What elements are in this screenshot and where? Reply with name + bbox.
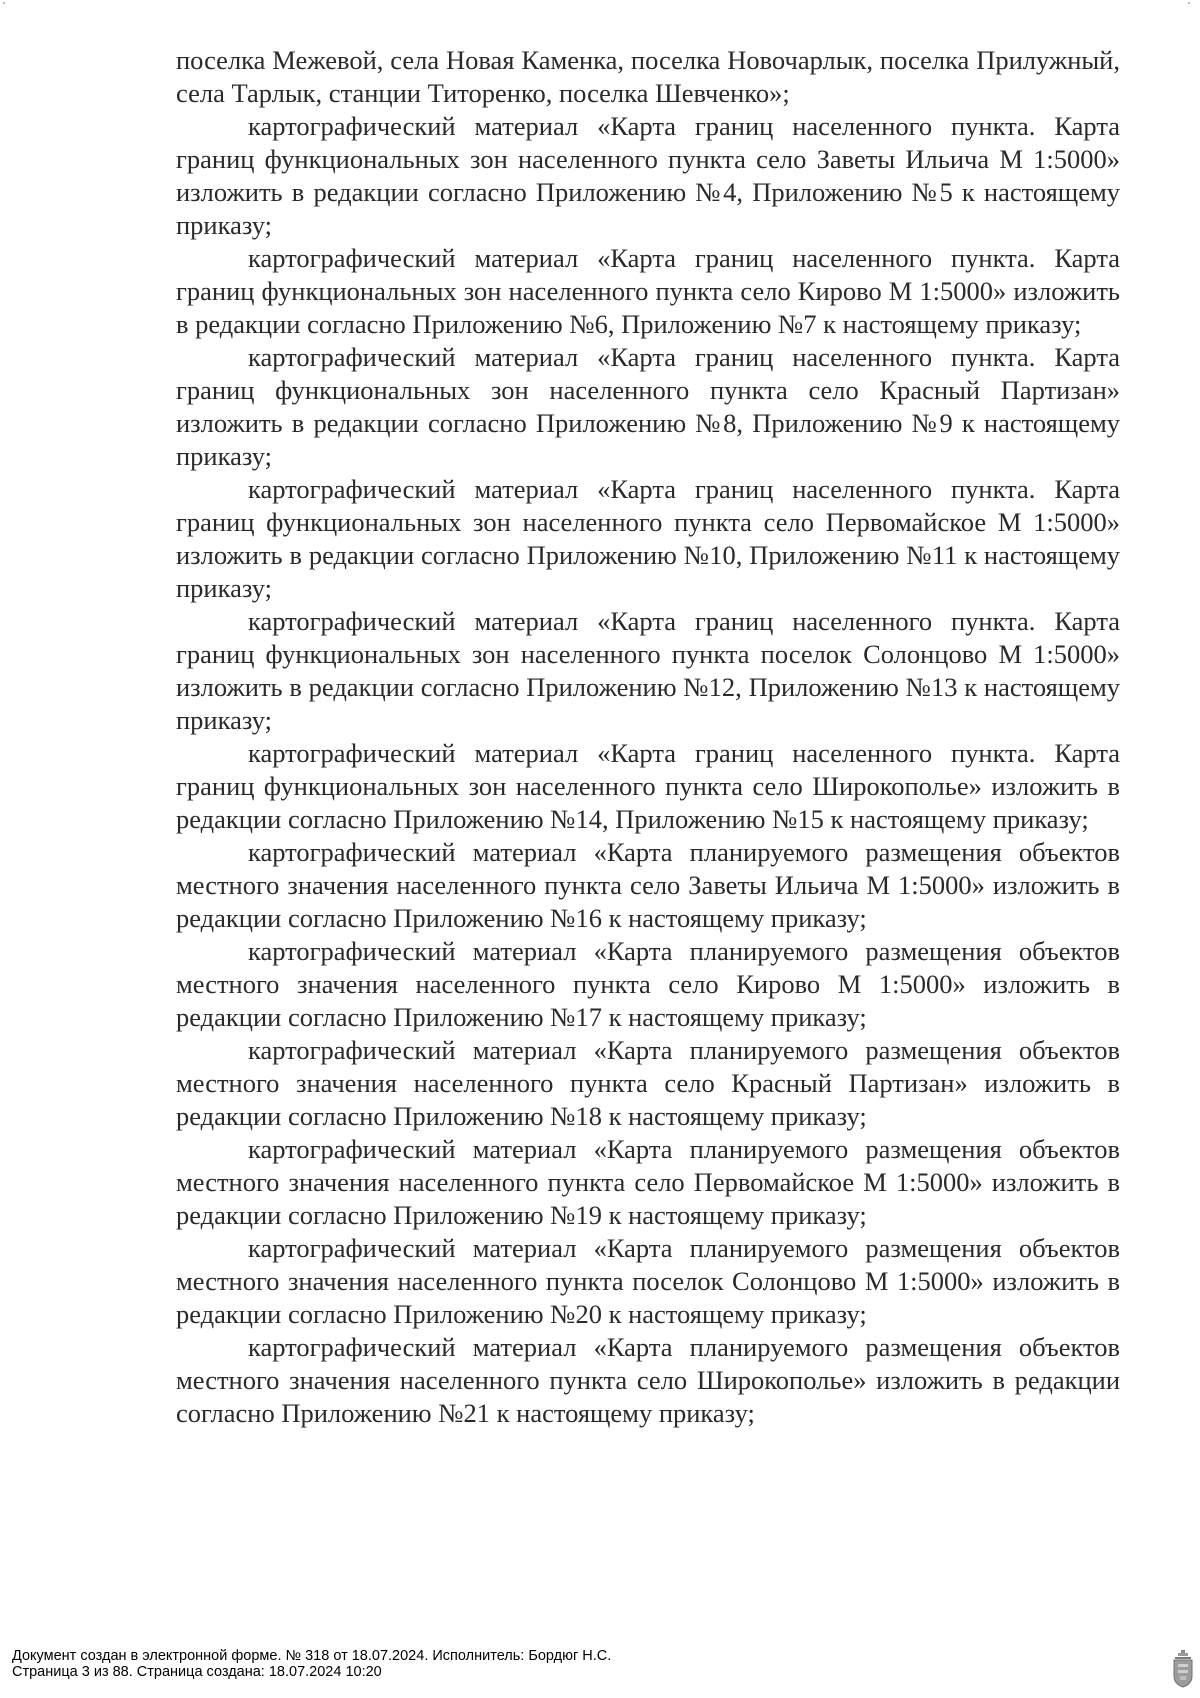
paragraph: картографический материал «Карта границ населенного пункта. Карта границ функциональных зон населенного пункта поселок Солонцово М 1:5000» изложить в редакции согласно Приложению №12, Приложению №13 к настоящему приказу; bbox=[176, 606, 1120, 735]
paragraph: картографический материал «Карта границ населенного пункта. Карта границ функциональных зон населенного пункта село Широкополье» изложить в редакции согласно Приложению №14, Приложению №15 к настоящему приказу; bbox=[176, 738, 1120, 834]
footer-page-info: Страница 3 из 88. Страница создана: 18.07.2024 10:20 bbox=[12, 1664, 382, 1680]
coat-of-arms-icon bbox=[1172, 1650, 1194, 1688]
footer-document-info: Документ создан в электронной форме. № 318 от 18.07.2024. Исполнитель: Бордюг Н.С. bbox=[12, 1648, 612, 1664]
paragraph: картографический материал «Карта планируемого размещения объектов местного значения населенного пункта село Заветы Ильича М 1:5000» изложить в редакции согласно Приложению №16 к настоящему приказу; bbox=[176, 837, 1120, 933]
paragraph: картографический материал «Карта планируемого размещения объектов местного значения населенного пункта село Первомайское М 1:5000» изложить в редакции согласно Приложению №19 к настоящему приказу; bbox=[176, 1134, 1120, 1230]
paragraph-continuation: поселка Межевой, села Новая Каменка, поселка Новочарлык, поселка Прилужный, села Тарлык, станции Титоренко, поселка Шевченко»; bbox=[176, 45, 1120, 108]
paragraph: картографический материал «Карта границ населенного пункта. Карта границ функциональных зон населенного пункта село Заветы Ильича М 1:5000» изложить в редакции согласно Приложению №4, Приложению №5 к настоящему приказу; bbox=[176, 111, 1120, 240]
paragraph: картографический материал «Карта планируемого размещения объектов местного значения населенного пункта село Кирово М 1:5000» изложить в редакции согласно Приложению №17 к настоящему приказу; bbox=[176, 936, 1120, 1032]
paragraph: картографический материал «Карта планируемого размещения объектов местного значения населенного пункта поселок Солонцово М 1:5000» изложить в редакции согласно Приложению №20 к настоящему приказу; bbox=[176, 1233, 1120, 1329]
paragraph: картографический материал «Карта границ населенного пункта. Карта границ функциональных зон населенного пункта село Красный Партизан» изложить в редакции согласно Приложению №8, Приложению №9 к настоящему приказу; bbox=[176, 342, 1120, 471]
paragraph: картографический материал «Карта границ населенного пункта. Карта границ функциональных зон населенного пункта село Кирово М 1:5000» изложить в редакции согласно Приложению №6, Приложению №7 к настоящему приказу; bbox=[176, 243, 1120, 339]
paragraph: картографический материал «Карта границ населенного пункта. Карта границ функциональных зон населенного пункта село Первомайское М 1:5000» изложить в редакции согласно Приложению №10, Приложению №11 к настоящему приказу; bbox=[176, 474, 1120, 603]
scan-artifact bbox=[1188, 2, 1190, 4]
document-body bbox=[176, 44, 1120, 1430]
paragraph: картографический материал «Карта планируемого размещения объектов местного значения населенного пункта село Красный Партизан» изложить в редакции согласно Приложению №18 к настоящему приказу; bbox=[176, 1035, 1120, 1131]
document-footer bbox=[12, 1648, 611, 1680]
scan-artifact bbox=[3, 2, 5, 4]
paragraph: картографический материал «Карта планируемого размещения объектов местного значения населенного пункта село Широкополье» изложить в редакции согласно Приложению №21 к настоящему приказу; bbox=[176, 1332, 1120, 1428]
